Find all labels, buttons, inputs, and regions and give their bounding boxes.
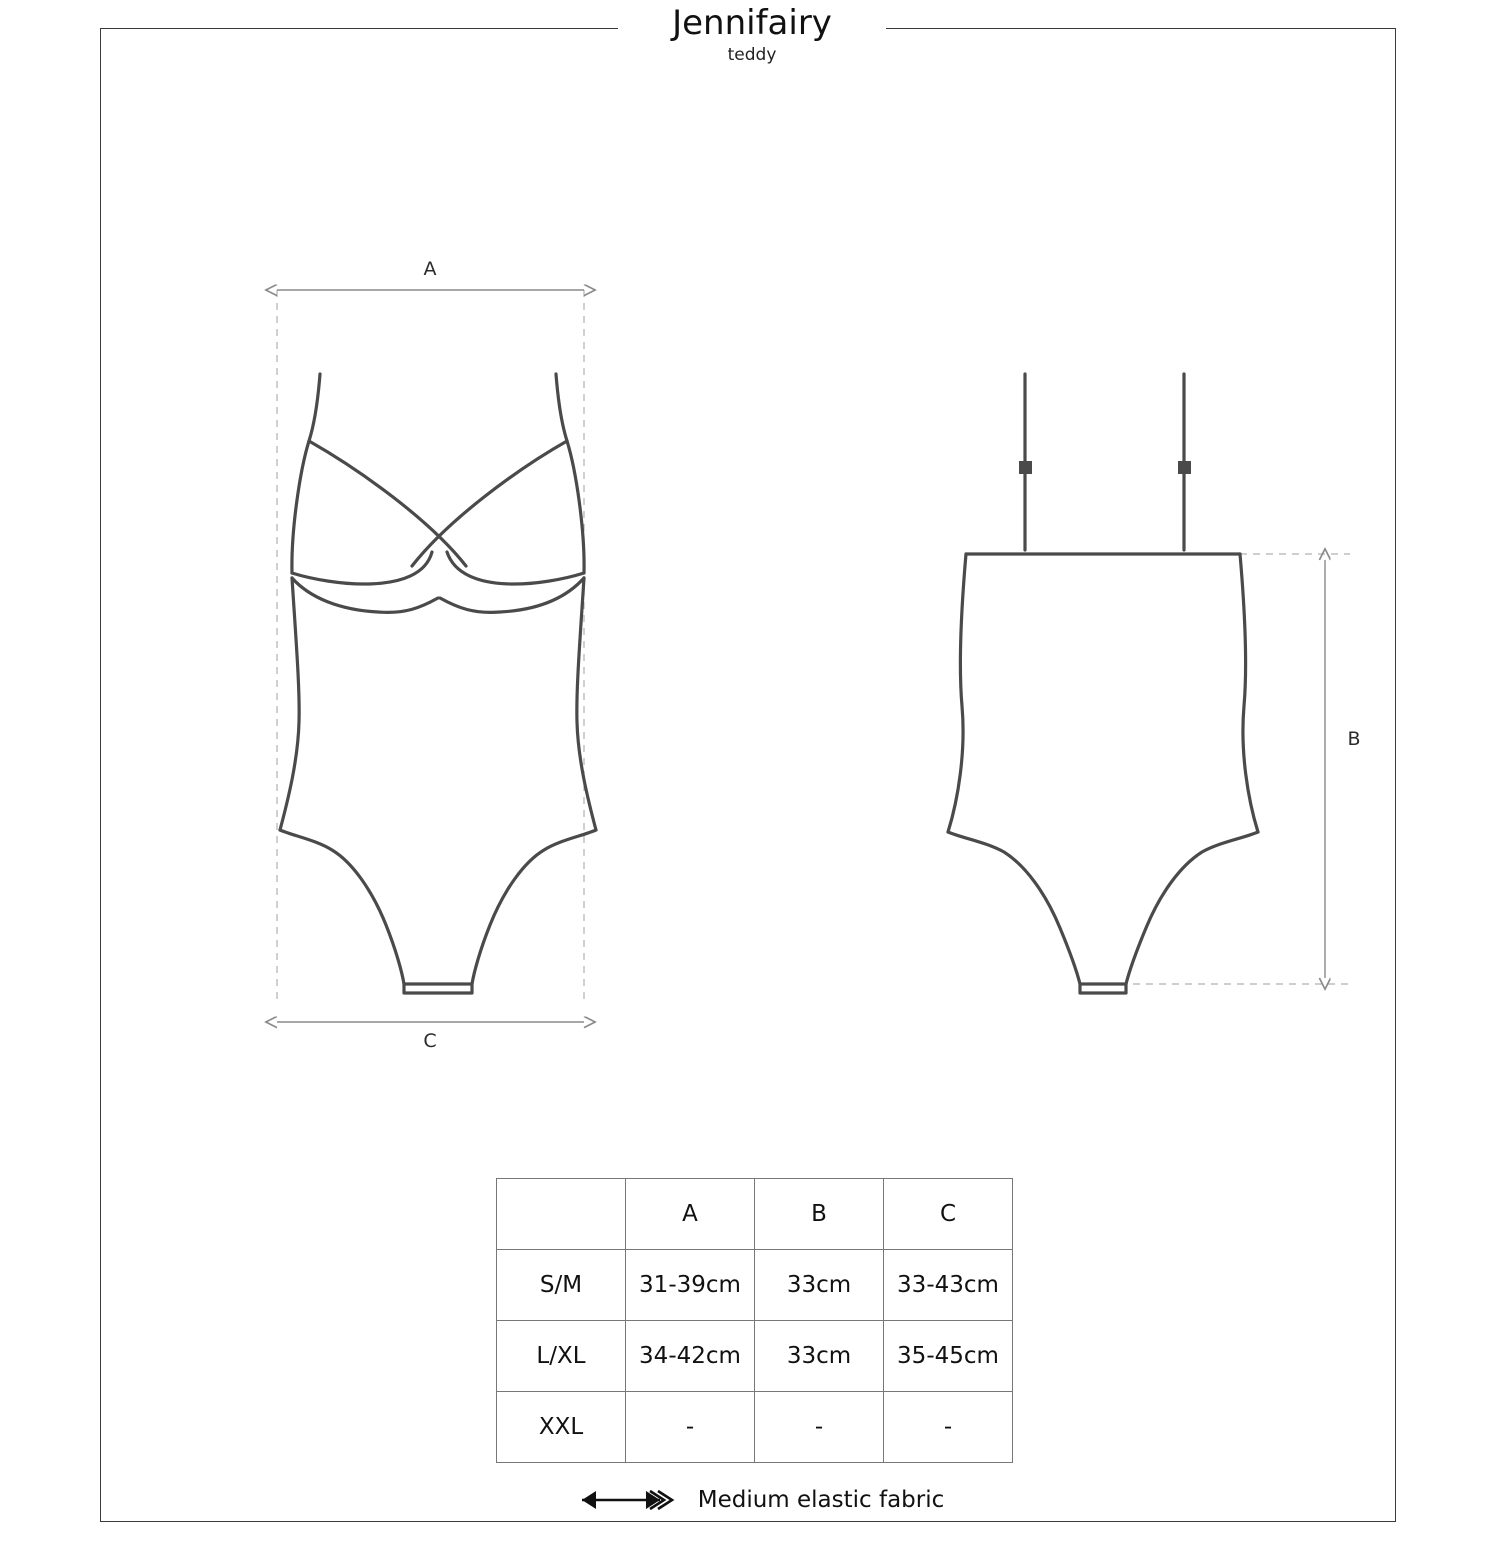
size-table [496,1178,1013,1463]
table-row [497,1321,1013,1392]
table-header-b: B [755,1179,884,1250]
measure-b-label: B [1347,728,1361,750]
page-title-block [618,2,886,66]
row-value-b: 33cm [755,1321,884,1392]
measure-a-label: A [423,258,437,280]
row-value-a: - [626,1392,755,1463]
page-subtitle: teddy [727,45,777,65]
fabric-note-row [496,1486,1012,1514]
double-arrow-icon [564,1486,684,1514]
table-corner-cell [497,1179,626,1250]
row-value-a: 31-39cm [626,1250,755,1321]
table-header-row [497,1179,1013,1250]
table-header-a: A [626,1179,755,1250]
table-row [497,1250,1013,1321]
row-size-label: S/M [497,1250,626,1321]
row-value-b: - [755,1392,884,1463]
row-value-c: - [884,1392,1013,1463]
row-value-b: 33cm [755,1250,884,1321]
row-value-a: 34-42cm [626,1321,755,1392]
page-title: Jennifairy [672,3,832,43]
fabric-note-label: Medium elastic fabric [697,1487,945,1513]
row-value-c: 33-43cm [884,1250,1013,1321]
measure-c-label: C [423,1030,437,1052]
row-size-label: L/XL [497,1321,626,1392]
table-header-c: C [884,1179,1013,1250]
row-size-label: XXL [497,1392,626,1463]
row-value-c: 35-45cm [884,1321,1013,1392]
table-row [497,1392,1013,1463]
